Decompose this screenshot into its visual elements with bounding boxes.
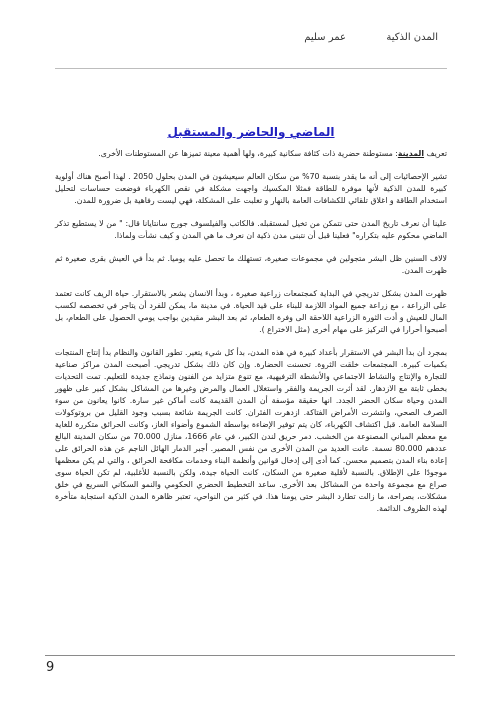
definition-term: المدينة [397, 149, 425, 158]
header-book-title: المدن الذكية [386, 32, 438, 43]
definition-prefix: تعريف [426, 149, 447, 158]
paragraph-statistics: تشير الإحصائيات إلى أنه ما يقدر بنسبة 70% من سكان العالم سيعيشون في المدن بحلول 2050 . لهذا أصبح هناك أولوية كبيرة للمدن الذكية لأنها موفرة للطاقة فمثلا المكسيك واجهت مشكلة في نقص الكهرباء فوضعت حساسات لتحليل استخدام الطاقة و اغلاق تلقائي للكشافات العامة بالنهار و تغلبت على المشكلة، فهي ليست رفاهية بل ضرورة للمدن. [55, 172, 447, 205]
header-author: عمر سليم [304, 32, 346, 43]
article-title: الماضي والحاضر والمستقبل [167, 125, 335, 139]
footer-divider [45, 655, 455, 656]
article-body [55, 148, 447, 526]
paragraph-history-intro: علينا أن نعرف تاريخ المدن حتى نتمكن من تخيل لمستقبله. فالكاتب والفيلسوف جورج سانتايانا قال: " من لا يستطيع تذكر الماضي محكوم عليه بتكراره" فعلينا قبل أن نتبنى مدن ذكية ان نعرف ما هي المدن و كيف نشأت ولماذا. [55, 219, 447, 240]
paragraph-cities-problems: بمجرد أن بدأ البشر في الاستقرار بأعداد كبيرة في هذه المدن، بدأ كل شيء يتغير. تطور القانون والنظام بدأ إنتاج المنتجات بكميات كبيرة. المجتمعات خلقت الثروة. تحسنت الحضارة. وإن كان ذلك بشكل تدريجي. أصبحت المدن مراكز صناعية للتجارة والإنتاج والنشاط الاجتماعي والأنشطة الترفيهية، مع تنوع متزايد من الفنون ونماذج جديدة للتعليم. تمت التحديات بخطى ثابتة مع الازدهار. لقد أثرت الجريمة والفقر واستغلال العمال والمرض وغيرها من المشاكل بشكل كبير على ظهور المدن وحياة سكان الحضر الجدد. انها حقيقة مؤسفة أن المدن القديمة كانت أماكن غير سارة. كانوا يعانون من سوء الصرف الصحي، وانتشرت الأمراض الفتاكة. ازدهرت الفئران. كانت الجريمة شائعة بسبب وجود القليل من بروتوكولات السلامة العامة. قبل اكتشاف الكهرباء، كان يتم توفير الإضاءة بواسطة الشموع وأضواء الغاز، وكانت الحرائق متكررة للغاية مع معظم المباني المصنوعة من الخشب. دمر حريق لندن الكبير، في عام 1666، منازل 70.000 من سكان المدينة البالغ عددهم 80.000 نسمة. عانت العديد من المدن الأخرى من نفس المصير. أجبر الدمار الهائل الناجم عن هذه الحرائق على إعادة بناء المدن بتصميم محسن. كما أدى إلى إدخال قوانين وأنظمة البناء وخدمات مكافحة الحرائق ، والتي لم يكن معظمها موجودًا على الإطلاق. بالنسبة لأقلية صغيرة من السكان، كانت الحياة جيدة، ولكن بالنسبة للأغلبية، لم تكن الحياة سوى صراع مع مجموعة واحدة من المشاكل بعد الأخرى. ساعد التخطيط الحضري الحكومي والنمو السكاني السريع في خلق مشكلات، بصراحة، ما زالت تطارد البشر حتى يومنا هذا. في كثير من النواحي، تعتبر ظاهرة المدن الذكية استجابة متأخرة لهذه الظروف الدائمة. [55, 348, 447, 513]
paragraph-nomads: لالاف السنين ظل البشر متجولين في مجموعات صغيرة، تستهلك ما تحصل عليه يوميا. ثم بدأ في العيش بقرى صغيرة ثم ظهرت المدن. [55, 254, 447, 275]
header-divider [55, 68, 447, 69]
paragraph-cities-emergence: ظهرت المدن بشكل تدريجي في البداية كمجتمعات زراعية صغيرة ، وبدأ الانسان يشعر بالاستقرار. حياة الريف كانت تعتمد على الزراعة ، مع زراعة جميع المواد اللازمة للبناء على قيد الحياة. في مدينة ما، يمكن للفرد أن يتاجر في تخصصه لكسب المال للعيش و أدت الثورة الزراعية اللاحقة الى وفرة الطعام، ثم بعد البشر مقيدين بواجب يومي الحصول على الطعام، بل أصبحوا أحرارا في التركيز على مهام أخرى (مثل الاختراع ). [55, 289, 447, 334]
page-header [58, 32, 438, 46]
definition-paragraph [55, 148, 447, 160]
page-number: 9 [46, 660, 55, 675]
definition-text: : مستوطنة حضرية ذات كثافة سكانية كبيرة، ولها أهمية معينة تميزها عن المستوطنات الأخرى. [98, 149, 398, 158]
